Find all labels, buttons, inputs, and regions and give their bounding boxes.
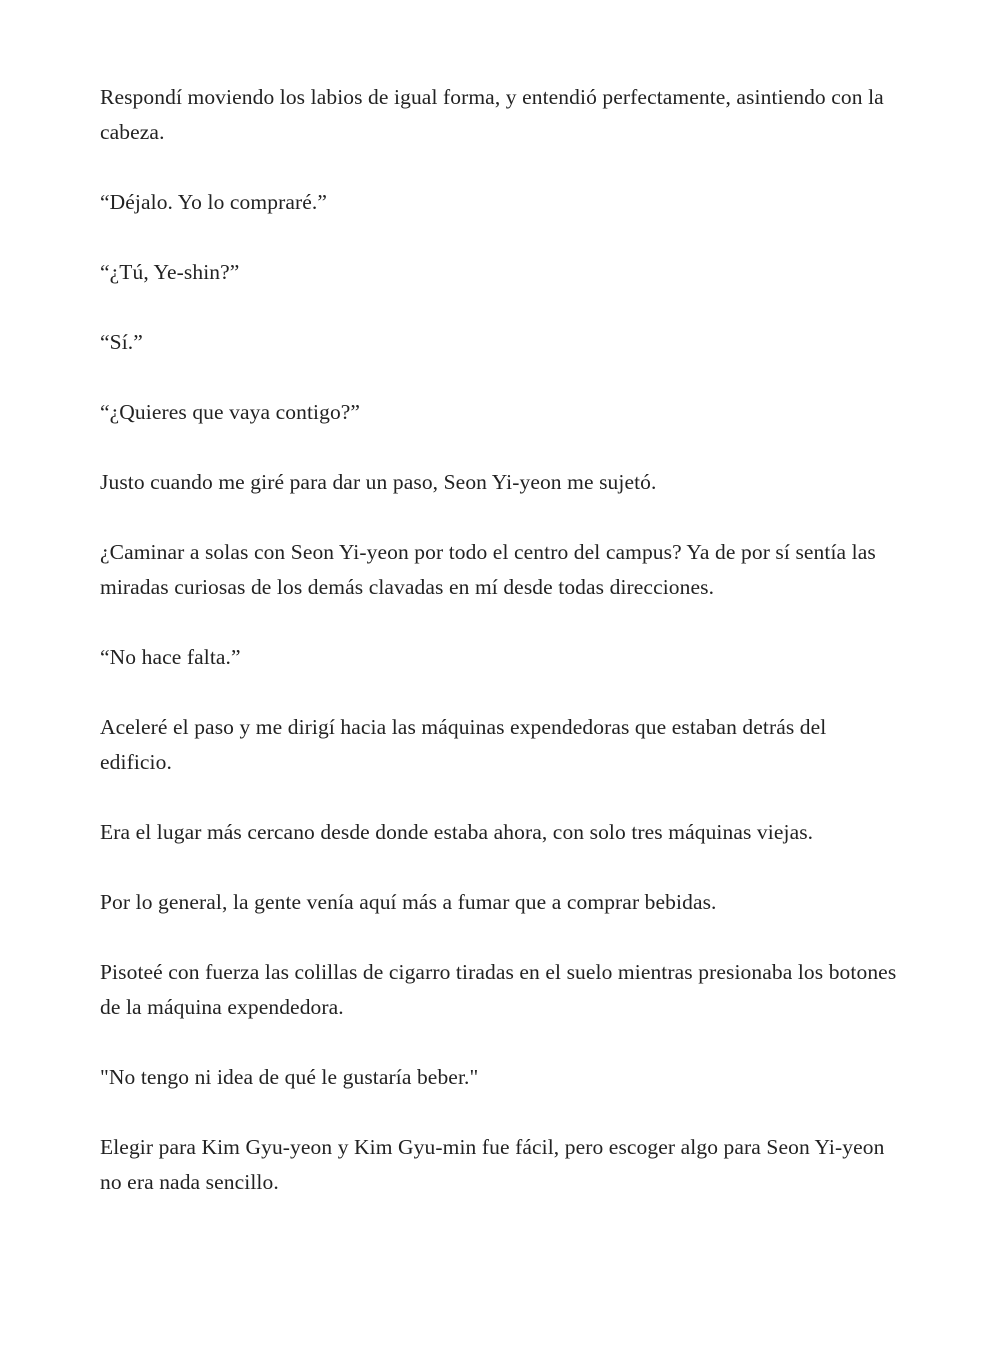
dialogue-paragraph: “No hace falta.” bbox=[100, 645, 241, 669]
dialogue-paragraph: “Déjalo. Yo lo compraré.” bbox=[100, 190, 327, 214]
dialogue-paragraph: “Sí.” bbox=[100, 330, 143, 354]
paragraph: Justo cuando me giré para dar un paso, Seon Yi-yeon me sujetó. bbox=[100, 470, 657, 494]
dialogue-paragraph: “¿Quieres que vaya contigo?” bbox=[100, 400, 361, 424]
dialogue-paragraph: “¿Tú, Ye-shin?” bbox=[100, 260, 240, 284]
paragraph: Era el lugar más cercano desde donde estaba ahora, con solo tres máquinas viejas. bbox=[100, 820, 814, 844]
paragraph: Elegir para Kim Gyu-yeon y Kim Gyu-min fue fácil, pero escoger algo para Seon Yi-yeon no era nada sencillo. bbox=[100, 1135, 885, 1194]
paragraph: Respondí moviendo los labios de igual forma, y entendió perfectamente, asintiendo con la cabeza. bbox=[100, 85, 884, 144]
dialogue-paragraph: "No tengo ni idea de qué le gustaría beber." bbox=[100, 1065, 479, 1089]
paragraph: ¿Caminar a solas con Seon Yi-yeon por todo el centro del campus? Ya de por sí sentía las miradas curiosas de los demás clavadas en mí desde todas direcciones. bbox=[100, 540, 876, 599]
paragraph: Aceleré el paso y me dirigí hacia las máquinas expendedoras que estaban detrás del edificio. bbox=[100, 715, 827, 774]
paragraph: Pisoteé con fuerza las colillas de cigarro tiradas en el suelo mientras presionaba los botones de la máquina expendedora. bbox=[100, 960, 897, 1019]
paragraph: Por lo general, la gente venía aquí más a fumar que a comprar bebidas. bbox=[100, 890, 717, 914]
